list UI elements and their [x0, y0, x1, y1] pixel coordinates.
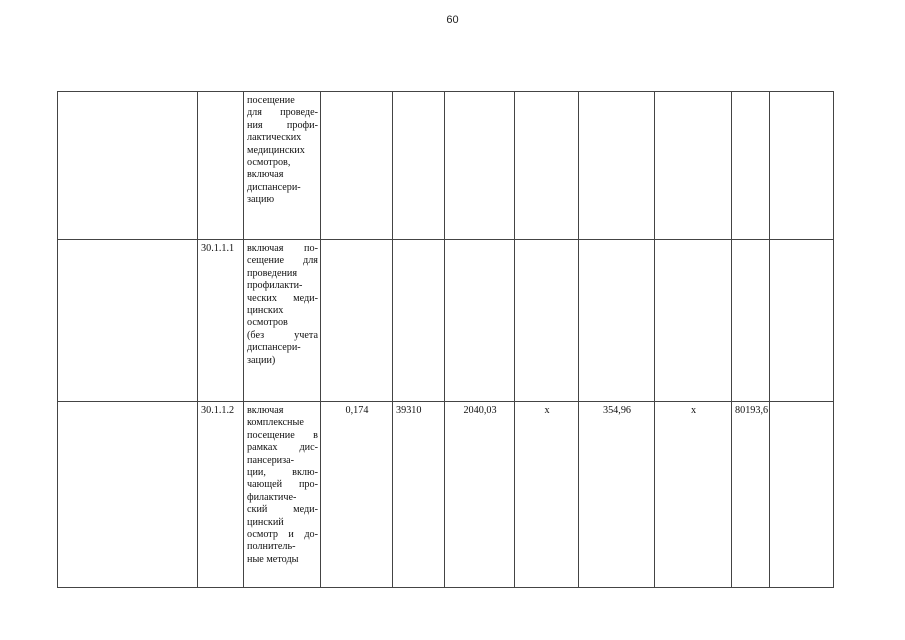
- description-line: рамках дис-: [247, 442, 318, 454]
- row-code-cell: [198, 92, 244, 240]
- page-number: 60: [446, 14, 459, 26]
- description-line: медицинских: [247, 144, 305, 156]
- description-line: цинский: [247, 516, 284, 528]
- row-code-cell: 30.1.1.1: [198, 240, 244, 402]
- table-row: [58, 402, 834, 588]
- description-line: осмотров: [247, 317, 288, 329]
- value-cell-2: 39310: [393, 402, 445, 588]
- description-line: включая по-: [247, 243, 318, 254]
- value-cell-4: х: [515, 402, 579, 588]
- value-cell-7: 80193,6: [732, 402, 770, 588]
- description-line: профилакти-: [247, 280, 303, 292]
- value-cell-5: [579, 240, 655, 402]
- description-line: цинских: [247, 305, 284, 317]
- value-cell-6: [655, 240, 732, 402]
- description-line: ский меди-: [247, 504, 318, 516]
- description-line: диспансери-: [247, 342, 301, 354]
- value-cell-2: [393, 92, 445, 240]
- row-description-cell: [244, 402, 321, 588]
- description-line: ния профи-: [247, 119, 318, 131]
- description-line: проведения: [247, 267, 298, 279]
- value-cell-6: х: [655, 402, 732, 588]
- value-cell-1: [321, 240, 393, 402]
- description-line: комплексные: [247, 417, 304, 429]
- value-cell-8: [770, 240, 834, 402]
- description-line: для проведе-: [247, 107, 318, 119]
- table-body: [58, 92, 834, 588]
- value-cell-3: [445, 240, 515, 402]
- empty-group-cell: [58, 402, 198, 588]
- description-line: чающей про-: [247, 479, 318, 491]
- value-cell-4: [515, 240, 579, 402]
- description-line: (без учета: [247, 329, 318, 341]
- empty-group-cell: [58, 240, 198, 402]
- description-line: осмотров,: [247, 157, 291, 169]
- value-cell-8: [770, 402, 834, 588]
- value-cell-3: 2040,03: [445, 402, 515, 588]
- value-cell-4: [515, 92, 579, 240]
- description-line: пансериза-: [247, 454, 295, 466]
- value-cell-1: [321, 92, 393, 240]
- value-cell-6: [655, 92, 732, 240]
- description-line: включая: [247, 169, 284, 181]
- table-row: [58, 92, 834, 240]
- value-cell-7: [732, 92, 770, 240]
- description-line: посещение в: [247, 429, 318, 441]
- description-line: ции, вклю-: [247, 467, 318, 479]
- data-table: [57, 91, 834, 588]
- row-description-cell: [244, 92, 321, 240]
- row-description-cell: [244, 240, 321, 402]
- description-line: диспансери-: [247, 181, 301, 193]
- table-row: [58, 240, 834, 402]
- value-cell-8: [770, 92, 834, 240]
- value-cell-7: [732, 240, 770, 402]
- value-cell-5: [579, 92, 655, 240]
- description-line: филактиче-: [247, 491, 297, 503]
- row-code-cell: 30.1.1.2: [198, 402, 244, 588]
- description-line: посещение: [247, 95, 295, 106]
- description-line: зацию: [247, 194, 275, 206]
- description-line: включая: [247, 405, 284, 416]
- value-cell-3: [445, 92, 515, 240]
- value-cell-1: 0,174: [321, 402, 393, 588]
- description-line: лактических: [247, 132, 302, 144]
- description-line: ные методы: [247, 553, 299, 565]
- value-cell-2: [393, 240, 445, 402]
- value-cell-5: 354,96: [579, 402, 655, 588]
- description-line: сещение для: [247, 255, 318, 267]
- description-line: зации): [247, 354, 276, 366]
- description-line: полнитель-: [247, 541, 296, 553]
- empty-group-cell: [58, 92, 198, 240]
- description-line: ческих меди-: [247, 292, 318, 304]
- description-line: осмотр и до-: [247, 529, 318, 541]
